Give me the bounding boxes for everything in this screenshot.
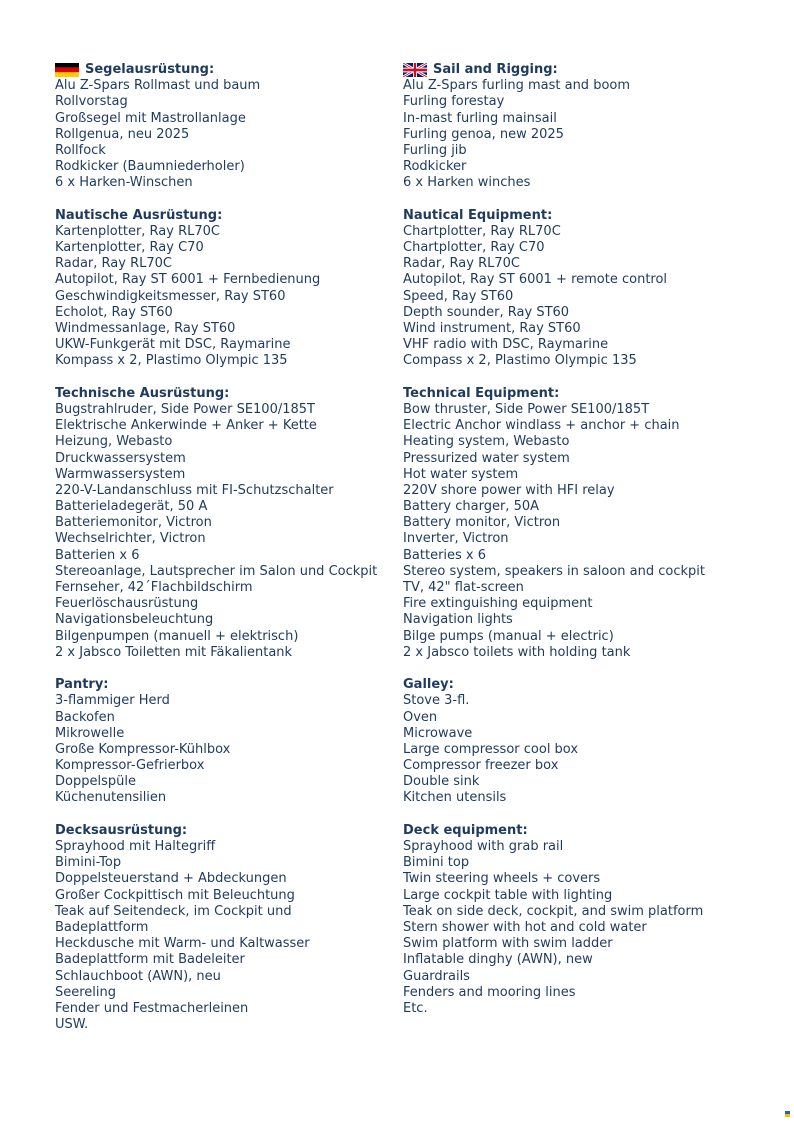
list-item: Doppelspüle [55, 774, 136, 790]
list-item: Geschwindigkeitsmesser, Ray ST60 [55, 288, 286, 304]
list-item: Rodkicker (Baumniederholer) [55, 159, 245, 175]
list-item: Bimini-Top [55, 855, 122, 871]
list-item: Badeplattform [55, 919, 149, 935]
list-item: In-mast furling mainsail [403, 110, 557, 126]
list-item: Double sink [403, 774, 480, 790]
list-item: Batterieladegerät, 50 A [55, 499, 208, 515]
list-item: Furling forestay [403, 94, 505, 110]
section [55, 208, 395, 370]
list-item: Große Kompressor-Kühlbox [55, 741, 231, 757]
list-item: Inflatable dinghy (AWN), new [403, 952, 593, 968]
list-item: Teak on side deck, cockpit, and swim platform [403, 903, 704, 919]
list-item: USW. [55, 1017, 89, 1033]
list-item: Rollfock [55, 142, 106, 158]
list-item: Elektrische Ankerwinde + Anker + Kette [55, 418, 317, 434]
list-item: Microwave [403, 725, 473, 741]
list-item: Bilgenpumpen (manuell + elektrisch) [55, 628, 299, 644]
list-item: Alu Z-Spars Rollmast und baum [55, 78, 261, 94]
list-item: Radar, Ray RL70C [403, 256, 520, 272]
section-heading [55, 823, 395, 839]
section-title: Segelausrüstung: [85, 62, 215, 77]
section-heading [55, 386, 395, 402]
section-heading [403, 386, 743, 402]
list-item: Furling jib [403, 142, 467, 158]
section-heading [55, 208, 395, 224]
list-item: Swim platform with swim ladder [403, 936, 613, 952]
list-item: Stereoanlage, Lautsprecher im Salon und Cockpit [55, 563, 378, 579]
list-item: 220-V-Landanschluss mit FI-Schutzschalter [55, 482, 334, 498]
list-item: Doppelsteuerstand + Abdeckungen [55, 871, 287, 887]
section-title: Pantry: [55, 677, 109, 693]
list-item: Radar, Ray RL70C [55, 256, 172, 272]
list-item: Fire extinguishing equipment [403, 596, 593, 612]
list-item: Oven [403, 709, 438, 725]
section [403, 208, 743, 370]
list-item: Kompressor-Gefrierbox [55, 758, 205, 774]
section-heading [403, 62, 743, 78]
list-item: Großer Cockpittisch mit Beleuchtung [55, 887, 295, 903]
list-item: Windmessanlage, Ray ST60 [55, 321, 236, 336]
section-heading [403, 677, 743, 693]
list-item: Mikrowelle [55, 725, 125, 741]
list-item: Rollgenua, neu 2025 [55, 126, 190, 142]
list-item: Rollvorstag [55, 94, 128, 110]
section [55, 823, 395, 1033]
section [403, 62, 743, 192]
list-item: Stove 3-fl. [403, 693, 470, 709]
list-item: Bow thruster, Side Power SE100/185T [403, 401, 650, 417]
section-heading [55, 677, 395, 693]
list-item: Electric Anchor windlass + anchor + chain [403, 418, 680, 434]
list-item: Alu Z-Spars furling mast and boom [403, 78, 631, 94]
list-item: Backofen [55, 709, 115, 725]
list-item: Teak auf Seitendeck, im Cockpit und [55, 903, 292, 919]
list-item: Batteries x 6 [403, 547, 487, 563]
list-item: Chartplotter, Ray RL70C [403, 223, 561, 239]
list-item: Echolot, Ray ST60 [55, 304, 173, 320]
list-item: 2 x Jabsco toilets with holding tank [403, 644, 631, 660]
section-title: Technical Equipment: [403, 385, 560, 401]
list-item: Fender und Festmacherleinen [55, 1000, 249, 1016]
list-item: Navigation lights [403, 612, 513, 628]
list-item: Heating system, Webasto [403, 434, 570, 450]
list-item: Hot water system [403, 466, 519, 482]
section [55, 386, 395, 661]
list-item: Warmwassersystem [55, 466, 186, 482]
list-item: 2 x Jabsco Toiletten mit Fäkalientank [55, 644, 293, 660]
section-heading [55, 62, 395, 78]
list-item: Navigationsbeleuchtung [55, 612, 214, 628]
english-column [403, 62, 743, 1033]
section-title: Decksausrüstung: [55, 822, 188, 838]
section-title: Nautical Equipment: [403, 207, 553, 223]
list-item: Heizung, Webasto [55, 434, 173, 450]
corner-mark [785, 1111, 790, 1117]
list-item: Badeplattform mit Badeleiter [55, 952, 245, 968]
list-item: Bugstrahlruder, Side Power SE100/185T [55, 401, 315, 417]
list-item: Kompass x 2, Plastimo Olympic 135 [55, 353, 288, 369]
list-item: Large cockpit table with lighting [403, 887, 613, 903]
list-item: Druckwassersystem [55, 450, 186, 466]
list-item: Sprayhood mit Haltegriff [55, 839, 216, 854]
section-title: Galley: [403, 677, 454, 693]
german-column [55, 62, 395, 1049]
section [55, 62, 395, 192]
list-item: Kartenplotter, Ray RL70C [55, 223, 220, 239]
list-item: Rodkicker [403, 159, 467, 175]
section-heading [403, 208, 743, 224]
list-item: Chartplotter, Ray C70 [403, 240, 545, 256]
list-item: Schlauchboot (AWN), neu [55, 968, 221, 984]
list-item: Stern shower with hot and cold water [403, 919, 647, 935]
list-item: Seereling [55, 984, 117, 1000]
section [403, 677, 743, 807]
list-item: Autopilot, Ray ST 6001 + remote control [403, 272, 668, 288]
list-item: Wechselrichter, Victron [55, 531, 206, 547]
list-item: Küchenutensilien [55, 790, 167, 806]
list-item: 6 x Harken-Winschen [55, 175, 193, 191]
list-item: Twin steering wheels + covers [403, 871, 601, 887]
section [403, 823, 743, 1017]
list-item: Large compressor cool box [403, 741, 579, 757]
list-item: Autopilot, Ray ST 6001 + Fernbedienung [55, 272, 321, 288]
list-item: Bimini top [403, 855, 470, 871]
section [403, 386, 743, 661]
list-item: UKW-Funkgerät mit DSC, Raymarine [55, 337, 291, 353]
list-item: Battery monitor, Victron [403, 515, 561, 531]
germany-flag-icon [55, 63, 79, 77]
list-item: 220V shore power with HFI relay [403, 482, 615, 498]
list-item: Inverter, Victron [403, 531, 509, 547]
list-item: Compressor freezer box [403, 758, 559, 774]
section [55, 677, 395, 807]
list-item: Guardrails [403, 968, 470, 984]
uk-flag-icon [403, 63, 427, 77]
list-item: VHF radio with DSC, Raymarine [403, 337, 609, 353]
section-title: Deck equipment: [403, 822, 528, 838]
list-item: Kitchen utensils [403, 790, 507, 806]
list-item: Heckdusche mit Warm- und Kaltwasser [55, 936, 310, 952]
section-title: Sail and Rigging: [433, 62, 558, 77]
list-item: 3-flammiger Herd [55, 693, 170, 709]
list-item: TV, 42" flat-screen [403, 580, 524, 595]
list-item: Batteriemonitor, Victron [55, 515, 212, 531]
list-item: Batterien x 6 [55, 547, 140, 563]
section-heading [403, 823, 743, 839]
list-item: 6 x Harken winches [403, 175, 531, 191]
list-item: Bilge pumps (manual + electric) [403, 628, 614, 644]
list-item: Speed, Ray ST60 [403, 288, 514, 304]
list-item: Pressurized water system [403, 450, 570, 466]
list-item: Kartenplotter, Ray C70 [55, 240, 204, 256]
list-item: Depth sounder, Ray ST60 [403, 304, 570, 320]
list-item: Sprayhood with grab rail [403, 839, 564, 854]
list-item: Compass x 2, Plastimo Olympic 135 [403, 353, 637, 369]
list-item: Großsegel mit Mastrollanlage [55, 110, 246, 126]
list-item: Feuerlöschausrüstung [55, 596, 199, 612]
section-title: Technische Ausrüstung: [55, 385, 230, 401]
section-title: Nautische Ausrüstung: [55, 207, 223, 223]
list-item: Etc. [403, 1000, 428, 1016]
list-item: Stereo system, speakers in saloon and cockpit [403, 563, 705, 579]
list-item: Battery charger, 50A [403, 499, 540, 515]
list-item: Fenders and mooring lines [403, 984, 576, 1000]
list-item: Wind instrument, Ray ST60 [403, 321, 581, 336]
list-item: Fernseher, 42´Flachbildschirm [55, 580, 253, 595]
list-item: Furling genoa, new 2025 [403, 126, 564, 142]
